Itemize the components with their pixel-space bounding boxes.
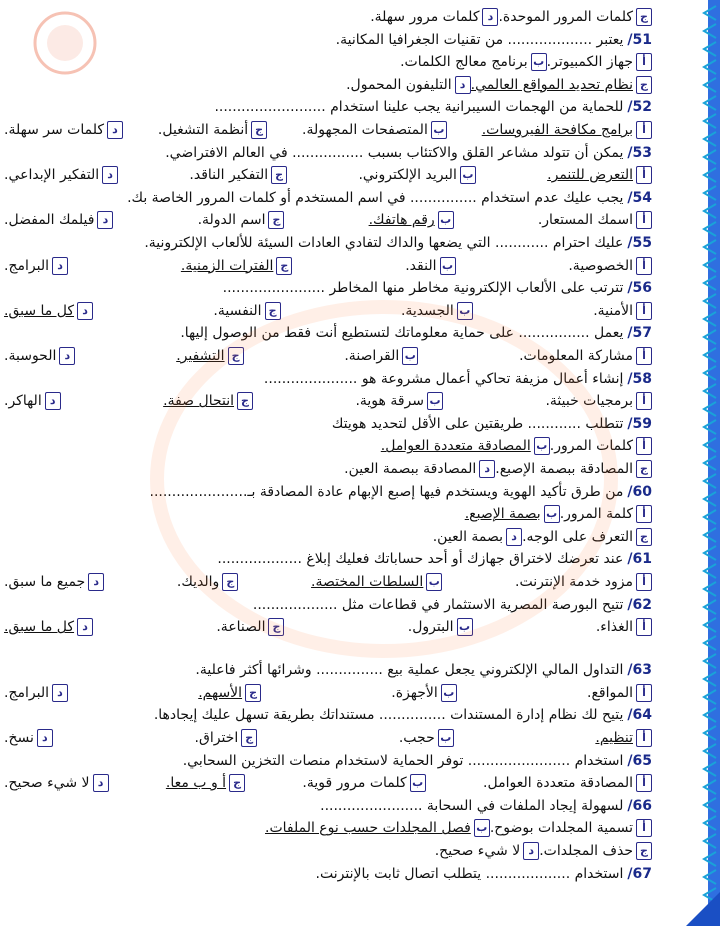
option-text: المصادقة متعددة العوامل.: [483, 775, 633, 792]
answer-option: [311, 571, 442, 593]
option-text: الأمنية.: [593, 302, 633, 319]
option-text: التعرض للتنمر.: [547, 167, 633, 184]
option-letter-box: ج: [222, 573, 238, 591]
answer-option: [465, 503, 560, 525]
option-text: المصادقة ببصمة الإصبع.: [495, 461, 633, 477]
option-text: النفسية.: [213, 302, 262, 319]
answer-option: [198, 209, 285, 231]
option-text: الأسهم.: [198, 684, 243, 701]
option-letter-box: د: [506, 528, 522, 546]
answer-option: [358, 164, 475, 186]
answer-option: [483, 772, 652, 794]
answer-option: [213, 300, 280, 322]
option-letter-box: ج: [636, 76, 652, 94]
answer-option: [490, 817, 652, 839]
option-letter-box: د: [77, 618, 93, 636]
option-letter-box: ب: [474, 819, 490, 837]
option-letter-box: د: [102, 166, 118, 184]
question-number: 64/: [627, 707, 652, 724]
option-letter-box: ب: [427, 392, 443, 410]
answer-option: [547, 51, 652, 73]
option-text: كل ما سبق.: [4, 619, 75, 636]
options-line: [4, 616, 652, 638]
option-letter-box: أ: [636, 211, 652, 229]
question-text: يجب عليك عدم استخدام ............... في اسم المستخدم أو كلمات المرور الخاصة بك.: [127, 189, 624, 206]
answer-option: [344, 458, 495, 480]
answer-option: [4, 209, 113, 231]
option-text: المواقع.: [587, 684, 633, 701]
option-letter-box: أ: [636, 302, 652, 320]
option-text: بصمة الإصبع.: [464, 506, 541, 523]
option-text: والديك.: [176, 574, 220, 590]
option-text: البرامج.: [4, 257, 50, 274]
options-line: [4, 435, 652, 457]
answer-option: [4, 255, 68, 277]
answer-option: [4, 616, 93, 638]
option-letter-box: ب: [410, 774, 426, 792]
answer-option: [408, 616, 473, 638]
option-letter-box: ج: [636, 842, 652, 860]
answer-option: [181, 255, 293, 277]
option-text: التشفير.: [176, 348, 225, 364]
option-text: برنامج معالج الكلمات.: [400, 54, 528, 71]
option-letter-box: د: [455, 76, 471, 94]
answer-option: [302, 119, 447, 141]
option-text: السلطات المختصة.: [311, 574, 424, 590]
option-text: المصادقة ببصمة العين.: [344, 461, 477, 477]
answer-option: [189, 164, 287, 186]
option-letter-box: ج: [237, 392, 253, 410]
answer-option: [198, 682, 261, 704]
option-text: التفكير الإبداعي.: [4, 167, 100, 184]
answer-option: [495, 458, 652, 480]
option-text: البريد الإلكتروني.: [358, 167, 457, 184]
options-line: [4, 503, 652, 525]
question-text: استخدام ....................... توفر الحماية لاستخدام منصات التخزين السحابي.: [182, 752, 624, 769]
question-text: تتيح البورصة المصرية الاستثمار في قطاعات مثل ...................: [252, 596, 624, 613]
option-letter-box: أ: [636, 618, 652, 636]
option-letter-box: ج: [268, 618, 284, 636]
option-letter-box: ج: [636, 460, 652, 478]
option-text: كلمات مرور سهلة.: [370, 9, 480, 25]
question-number: 63/: [627, 662, 652, 679]
option-text: أنظمة التشغيل.: [157, 122, 249, 138]
option-letter-box: ب: [402, 347, 418, 365]
option-letter-box: ج: [636, 8, 652, 26]
answer-option: [596, 616, 652, 638]
options-line: [4, 6, 652, 28]
option-letter-box: ج: [245, 684, 261, 702]
option-text: كلمة المرور.: [559, 506, 633, 523]
option-text: التعرف على الوجه.: [522, 528, 633, 545]
option-text: لا شيء صحيح.: [4, 775, 90, 792]
question-line: [4, 322, 652, 344]
answer-option: [568, 255, 652, 277]
answer-option: [433, 526, 522, 548]
options-line: [4, 682, 652, 704]
question-line: [4, 481, 652, 503]
option-letter-box: د: [97, 211, 113, 229]
option-text: مشاركة المعلومات.: [519, 348, 633, 364]
option-letter-box: ب: [441, 684, 457, 702]
option-letter-box: د: [482, 8, 498, 26]
question-number: 51/: [627, 31, 652, 48]
option-text: فصل المجلدات حسب نوع الملفات.: [265, 820, 471, 837]
option-text: برمجيات خبيثة.: [545, 393, 633, 410]
option-letter-box: ب: [440, 257, 456, 275]
option-letter-box: د: [93, 774, 109, 792]
answer-option: [560, 503, 652, 525]
options-line: [4, 772, 652, 794]
option-letter-box: ج: [228, 347, 244, 365]
question-number: 57/: [627, 325, 652, 342]
option-letter-box: ب: [534, 437, 550, 455]
option-text: أ و ب معا.: [165, 775, 227, 792]
answer-option: [399, 727, 454, 749]
option-letter-box: أ: [636, 573, 652, 591]
question-text: يعتبر ................... من تقنيات الجغرافيا المكانية.: [335, 31, 624, 48]
options-line: [4, 300, 652, 322]
option-letter-box: ج: [241, 729, 257, 747]
question-text: عليك احترام ............ التي يضعها والداك لتفادي العادات السيئة للألعاب الإلكترونية.: [144, 235, 624, 251]
question-number: 67/: [627, 865, 652, 882]
question-number: 54/: [627, 189, 652, 206]
options-line: [4, 526, 652, 548]
answer-option: [381, 435, 550, 457]
answer-option: [370, 6, 498, 28]
answer-option: [265, 817, 490, 839]
answer-option: [587, 682, 652, 704]
option-letter-box: ب: [531, 53, 547, 71]
option-letter-box: أ: [636, 437, 652, 455]
option-letter-box: ج: [229, 774, 245, 792]
answer-option: [163, 390, 253, 412]
question-line: [4, 413, 652, 435]
option-text: فيلمك المفضل.: [4, 212, 95, 229]
option-letter-box: ج: [251, 121, 267, 139]
answer-option: [176, 345, 243, 367]
option-letter-box: د: [523, 842, 539, 860]
option-letter-box: ب: [460, 166, 476, 184]
option-text: تسمية المجلدات بوضوح.: [489, 820, 633, 837]
option-letter-box: أ: [636, 819, 652, 837]
option-letter-box: ج: [276, 257, 292, 275]
question-line: [4, 750, 652, 772]
option-letter-box: د: [59, 347, 75, 365]
question-text: استخدام ................... يتطلب اتصال ثابت بالإنترنت.: [315, 865, 624, 882]
question-line: [4, 142, 652, 164]
option-text: كل ما سبق.: [4, 302, 75, 319]
question-text: عند تعرضك لاختراق جهازك أو أحد حساباتك فعليك إبلاغ ...................: [217, 551, 624, 568]
option-letter-box: ب: [544, 505, 560, 523]
question-text: لسهولة إيجاد الملفات في السحابة .......................: [320, 797, 624, 814]
options-line: [4, 119, 652, 141]
option-text: الهاكر.: [4, 393, 42, 410]
decorative-edge-border: [686, 0, 720, 926]
option-letter-box: د: [52, 257, 68, 275]
options-line: [4, 209, 652, 231]
option-text: الغذاء.: [595, 619, 633, 636]
question-number: 62/: [627, 596, 652, 613]
question-line: [4, 795, 652, 817]
answer-option: [538, 209, 652, 231]
option-text: الحوسبة.: [4, 348, 57, 364]
answer-option: [545, 390, 652, 412]
answer-option: [482, 119, 652, 141]
question-number: 66/: [627, 797, 652, 814]
option-letter-box: ب: [438, 729, 454, 747]
option-text: الجسدية.: [400, 302, 454, 319]
option-text: البرامج.: [4, 684, 49, 701]
question-number: 61/: [627, 551, 652, 568]
question-line: [4, 704, 652, 726]
answer-option: [4, 119, 123, 141]
options-line: [4, 51, 652, 73]
answer-option: [435, 840, 540, 862]
option-letter-box: أ: [636, 684, 652, 702]
option-text: كلمات سر سهلة.: [4, 122, 104, 138]
option-letter-box: د: [479, 460, 495, 478]
option-text: رقم هاتفك.: [368, 212, 435, 229]
option-letter-box: أ: [636, 774, 652, 792]
option-text: كلمات مرور قوية.: [302, 775, 407, 792]
answer-option: [539, 840, 652, 862]
answer-option: [166, 772, 245, 794]
answer-option: [4, 571, 104, 593]
answer-option: [177, 571, 238, 593]
question-line: [4, 368, 652, 390]
answer-option: [4, 682, 68, 704]
option-text: لا شيء صحيح.: [434, 842, 521, 859]
question-line: [4, 548, 652, 570]
question-text: تتطلب ............ طريقتين على الأقل لتحديد هويتك: [331, 415, 624, 432]
option-text: نظام تحديد المواقع العالمي.: [470, 76, 633, 93]
answer-option: [355, 390, 443, 412]
question-number: 53/: [627, 144, 652, 161]
question-number: 59/: [627, 415, 652, 432]
option-text: بصمة العين.: [432, 528, 504, 545]
options-line: [4, 345, 652, 367]
question-text: إنشاء أعمال مزيفة تحاكي أعمال مشروعة هو .....................: [263, 370, 624, 387]
answer-option: [519, 345, 652, 367]
answer-option: [515, 571, 652, 593]
answer-option: [346, 74, 471, 96]
question-text: يعمل ................ على حماية معلوماتك لتستطيع أنت فقط من الوصول إليها.: [180, 325, 624, 342]
option-text: التليفون المحمول.: [346, 76, 452, 93]
option-text: النقد.: [405, 257, 437, 274]
question-line: [4, 863, 652, 885]
option-text: الخصوصية.: [568, 257, 633, 274]
answer-option: [4, 164, 118, 186]
option-text: جميع ما سبق.: [4, 574, 86, 590]
option-letter-box: أ: [636, 257, 652, 275]
answer-option: [158, 119, 267, 141]
answer-option: [216, 616, 284, 638]
option-letter-box: أ: [636, 166, 652, 184]
answer-option: [595, 727, 652, 749]
option-letter-box: أ: [636, 392, 652, 410]
answer-option: [547, 164, 652, 186]
option-text: جهاز الكمبيوتر.: [546, 54, 633, 71]
question-line: [4, 29, 652, 51]
option-letter-box: أ: [636, 505, 652, 523]
question-line: [4, 277, 652, 299]
option-text: سرقة هوية.: [355, 393, 425, 410]
question-number: 55/: [627, 235, 652, 251]
option-letter-box: أ: [636, 121, 652, 139]
option-letter-box: د: [77, 302, 93, 320]
options-line: [4, 458, 652, 480]
answer-option: [344, 345, 418, 367]
question-text: يتيح لك نظام إدارة المستندات ............... مستنداتك بطريقة تسهل عليك إيجادها.: [153, 707, 624, 724]
question-text: يمكن أن تتولد مشاعر القلق والاكتئاب بسبب ................ في العالم الافتراضي.: [165, 144, 624, 161]
option-text: الفترات الزمنية.: [180, 257, 274, 274]
answer-option: [4, 300, 93, 322]
answer-option: [4, 390, 61, 412]
option-text: انتحال صفة.: [163, 393, 235, 410]
option-letter-box: د: [107, 121, 123, 139]
option-text: اسم الدولة.: [197, 212, 266, 229]
option-letter-box: ج: [271, 166, 287, 184]
option-text: حجب.: [398, 729, 435, 746]
answer-option: [369, 209, 454, 231]
option-letter-box: أ: [636, 729, 652, 747]
option-letter-box: ج: [636, 528, 652, 546]
question-line: [4, 594, 652, 616]
question-number: 52/: [627, 99, 652, 116]
answer-option: [4, 727, 53, 749]
option-letter-box: د: [45, 392, 61, 410]
options-line: [4, 727, 652, 749]
options-line: [4, 74, 652, 96]
answer-option: [593, 300, 652, 322]
options-line: [4, 840, 652, 862]
question-number: 60/: [627, 483, 652, 500]
options-line: [4, 255, 652, 277]
option-text: المتصفحات المجهولة.: [302, 122, 428, 138]
option-letter-box: ج: [268, 211, 284, 229]
option-text: اختراق.: [194, 729, 239, 746]
question-number: 56/: [627, 280, 652, 297]
answer-option: [498, 6, 652, 28]
answer-option: [522, 526, 652, 548]
answer-option: [401, 300, 473, 322]
answer-option: [391, 682, 457, 704]
question-number: 58/: [627, 370, 652, 387]
option-text: القراصنة.: [344, 348, 400, 364]
option-text: تنظيم.: [595, 729, 633, 746]
option-letter-box: ب: [457, 302, 473, 320]
options-line: [4, 571, 652, 593]
corner-decoration: [686, 892, 720, 926]
question-text: تترتب على الألعاب الإلكترونية مخاطر منها المخاطر .......................: [222, 280, 624, 297]
option-letter-box: د: [37, 729, 53, 747]
option-letter-box: د: [88, 573, 104, 591]
option-letter-box: أ: [636, 53, 652, 71]
option-letter-box: ج: [265, 302, 281, 320]
option-text: الصناعة.: [216, 619, 266, 636]
option-text: نسخ.: [4, 729, 34, 746]
answer-option: [405, 255, 455, 277]
answer-option: [400, 51, 547, 73]
question-number: 65/: [627, 752, 652, 769]
question-line: [4, 187, 652, 209]
question-line: [4, 232, 652, 254]
question-text: التداول المالي الإلكتروني يجعل عملية بيع ............... وشرائها أكثر فاعلية.: [195, 662, 624, 679]
answer-option: [4, 772, 109, 794]
option-text: البترول.: [407, 619, 454, 636]
option-letter-box: د: [52, 684, 68, 702]
options-line: [4, 164, 652, 186]
answer-option: [4, 345, 75, 367]
option-letter-box: ب: [438, 211, 454, 229]
question-text: للحماية من الهجمات السيبرانية يجب علينا استخدام .........................: [214, 99, 624, 116]
options-line: [4, 817, 652, 839]
question-line: [4, 659, 652, 681]
answer-option: [195, 727, 258, 749]
options-line: [4, 390, 652, 412]
option-text: الأجهزة.: [391, 684, 438, 701]
option-letter-box: أ: [636, 347, 652, 365]
option-letter-box: ب: [431, 121, 447, 139]
answer-option: [471, 74, 652, 96]
option-text: كلمات المرور الموحدة.: [498, 9, 633, 25]
option-text: اسمك المستعار.: [537, 212, 633, 229]
option-text: المصادقة متعددة العوامل.: [380, 438, 531, 455]
answer-option: [550, 435, 652, 457]
option-letter-box: ب: [457, 618, 473, 636]
option-text: كلمات المرور.: [549, 438, 633, 455]
question-text: من طرق تأكيد الهوية ويستخدم فيها إصبع الإبهام عادة المصادقة بـ......................: [149, 483, 624, 500]
option-text: برامج مكافحة الفيروسات.: [481, 122, 633, 138]
option-letter-box: ب: [426, 573, 442, 591]
option-text: التفكير الناقد.: [189, 167, 269, 184]
option-text: حذف المجلدات.: [539, 842, 633, 859]
answer-option: [302, 772, 425, 794]
option-text: مزود خدمة الإنترنت.: [515, 574, 633, 590]
question-line: [4, 96, 652, 118]
